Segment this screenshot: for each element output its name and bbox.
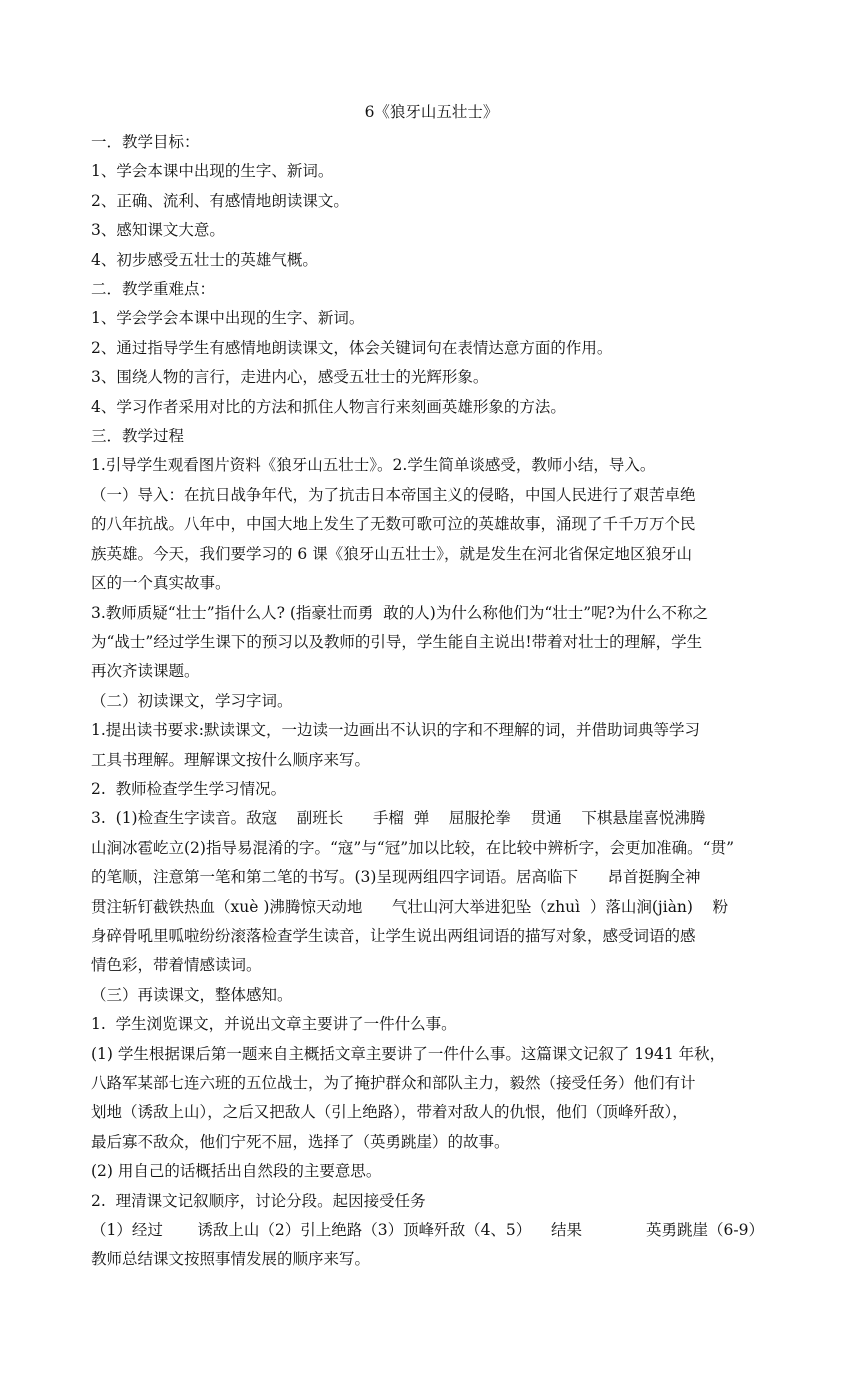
text-line: 3、围绕人物的言行，走进内心，感受五壮士的光辉形象。	[91, 368, 489, 387]
document-title: 6《狼牙山五壮士》	[364, 103, 499, 121]
text-line: （一）导入：在抗日战争年代，为了抗击日本帝国主义的侵略，中国人民进行了艰苦卓绝	[91, 485, 696, 504]
text-line: 的笔顺，注意第一笔和第二笔的书写。(3)呈现两组四字词语。居高临下 昂首挺胸全神	[91, 868, 701, 887]
text-line: 最后寡不敌众，他们宁死不屈，选择了（英勇跳崖）的故事。	[91, 1132, 510, 1151]
text-line: 3. (1)检查生字读音。敌寇 副班长 手榴 弹 屈服抡拳 贯通 下棋悬崖喜悦沸腾	[91, 809, 706, 828]
text-line: 2、正确、流利、有感情地朗读课文。	[91, 191, 349, 210]
text-line: 1、学会学会本课中出现的生字、新词。	[91, 309, 365, 328]
text-line: 划地（诱敌上山），之后又把敌人（引上绝路），带着对敌人的仇恨，他们（顶峰歼敌），	[91, 1103, 688, 1122]
subsection-heading: （二）初读课文，学习字词。	[91, 691, 293, 710]
section-heading-objectives: 一．教学目标：	[91, 133, 200, 151]
text-line: 教师总结课文按照事情发展的顺序来写。	[91, 1250, 371, 1269]
text-line: 3.教师质疑“壮士”指什么人? (指豪壮而勇 敢的人)为什么称他们为“壮士”呢?为什么不称之	[91, 603, 708, 622]
text-line: (1) 学生根据课后第一题来自主概括文章主要讲了一件什么事。这篇课文记叙了 1941 年秋，	[91, 1044, 726, 1063]
text-line: 1. 学生浏览课文，并说出文章主要讲了一件什么事。	[91, 1015, 457, 1034]
text-line: 2. 理清课文记叙顺序，讨论分段。起因接受任务	[91, 1191, 426, 1210]
section-heading-key-points: 二．教学重难点：	[91, 280, 216, 299]
text-line: 工具书理解。理解课文按什么顺序来写。	[91, 750, 371, 769]
text-line: 1.提出读书要求:默读课文，一边读一边画出不认识的字和不理解的词，并借助词典等学习	[91, 721, 701, 740]
text-line: 2. 教师检查学生学习情况。	[91, 779, 287, 798]
text-line: 3、感知课文大意。	[91, 221, 225, 240]
text-line: 1.引导学生观看图片资料《狼牙山五壮士》。2.学生简单谈感受，教师小结，导入。	[91, 456, 656, 475]
text-line: 情色彩，带着情感读词。	[91, 956, 262, 975]
text-line: 区的一个真实故事。	[91, 574, 231, 593]
text-line: 贯注斩钉截铁热血（xuè )沸腾惊天动地 气壮山河大举进犯坠（zhuì ）落山涧(jiàn) 粉	[91, 897, 729, 916]
subsection-heading: （三）再读课文，整体感知。	[91, 985, 293, 1004]
text-line: 山涧冰雹屹立(2)指导易混淆的字。“寇”与“冠”加以比较，在比较中辨析字，会更加准确。“贯”	[91, 838, 735, 857]
text-line: 4、初步感受五壮士的英雄气概。	[91, 250, 318, 269]
text-line: 再次齐读课题。	[91, 662, 200, 681]
text-line: (2) 用自己的话概括出自然段的主要意思。	[91, 1162, 382, 1181]
section-heading-process: 三．教学过程	[91, 427, 185, 446]
text-line: 族英雄。今天，我们要学习的 6 课《狼牙山五壮士》，就是发生在河北省保定地区狼牙山	[91, 544, 692, 563]
text-line: 的八年抗战。八年中，中国大地上发生了无数可歌可泣的英雄故事，涌现了千千万万个民	[91, 515, 696, 534]
text-line: 2、通过指导学生有感情地朗读课文，体会关键词句在表情达意方面的作用。	[91, 338, 613, 357]
text-line: 身碎骨吼里呱啦纷纷滚落检查学生读音，让学生说出两组词语的描写对象，感受词语的感	[91, 926, 696, 945]
text-line: 八路军某部七连六班的五位战士，为了掩护群众和部队主力，毅然（接受任务）他们有计	[91, 1074, 696, 1092]
text-line: （1）经过 诱敌上山（2）引上绝路（3）顶峰歼敌（4、5） 结果 英勇跳崖（6-9）	[91, 1221, 765, 1240]
document-body	[91, 128, 772, 1275]
text-line: 1、学会本课中出现的生字、新词。	[91, 162, 334, 181]
text-line: 为“战士”经过学生课下的预习以及教师的引导，学生能自主说出!带着对壮士的理解，学生	[91, 632, 703, 651]
text-line: 4、学习作者采用对比的方法和抓住人物言行来刻画英雄形象的方法。	[91, 397, 566, 416]
